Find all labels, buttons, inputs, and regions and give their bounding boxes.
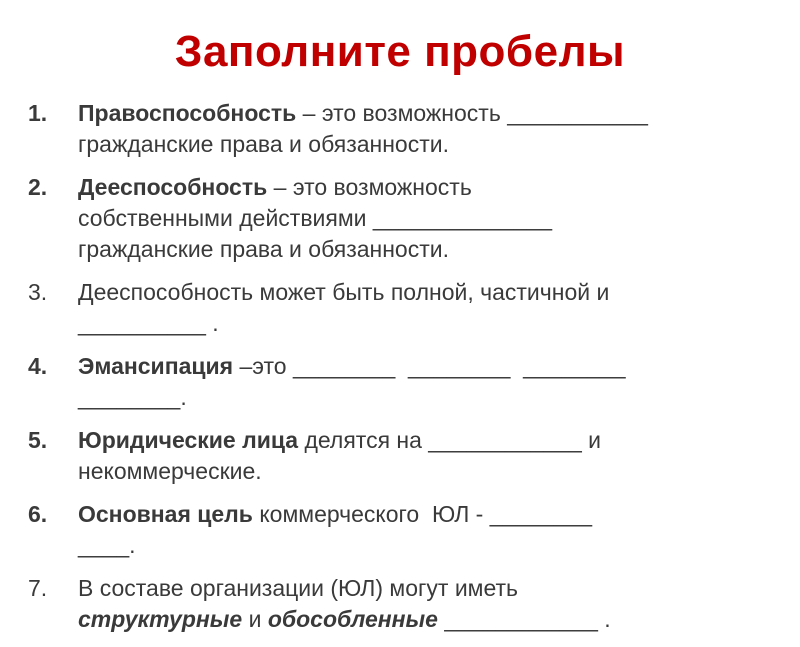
page-title: Заполните пробелы — [174, 27, 626, 76]
fill-in-list — [28, 98, 788, 647]
item-term: Дееспособность — [78, 174, 268, 200]
item-text: делятся на ____________ и — [298, 427, 602, 453]
item-text: ________. — [78, 384, 187, 410]
item-number: 3. — [28, 279, 48, 305]
item-number: 2. — [28, 174, 48, 200]
item-line — [78, 98, 788, 129]
item-text: –это ________ ________ ________ — [233, 353, 626, 379]
item-text: Дееспособность может быть полной, частичной и — [78, 279, 610, 305]
item-term: обособленные — [267, 606, 438, 632]
item-text: собственными действиями ______________ — [78, 205, 552, 231]
item-text: коммерческого ЮЛ - ________ — [252, 501, 593, 527]
item-term: Эмансипация — [78, 353, 234, 379]
item-number: 4. — [28, 353, 48, 379]
item-term: структурные — [78, 606, 243, 632]
list-item-6 — [28, 499, 788, 561]
item-text: гражданские права и обязанности. — [78, 236, 449, 262]
item-text: В составе организации (ЮЛ) могут иметь — [78, 575, 519, 601]
item-line — [78, 573, 788, 604]
item-text: гражданские права и обязанности. — [78, 131, 449, 157]
list-item-7 — [28, 573, 788, 635]
item-text: – это возможность ___________ — [296, 100, 648, 126]
item-line — [78, 172, 788, 203]
item-number: 7. — [28, 575, 48, 601]
item-line — [78, 277, 788, 308]
item-term: Правоспособность — [78, 100, 297, 126]
item-line — [78, 425, 788, 456]
item-term: Юридические лица — [78, 427, 299, 453]
list-item-3 — [28, 277, 788, 339]
list-item-5 — [28, 425, 788, 487]
item-line — [78, 530, 788, 561]
list-item-2 — [28, 172, 788, 265]
item-line — [78, 308, 788, 339]
item-number: 1. — [28, 100, 48, 126]
item-number: 5. — [28, 427, 48, 453]
item-number: 6. — [28, 501, 48, 527]
list-item-1 — [28, 98, 788, 160]
item-line — [78, 499, 788, 530]
item-line — [78, 234, 788, 265]
item-text: некоммерческие. — [78, 458, 262, 484]
item-text: ____. — [78, 532, 136, 558]
item-line — [78, 456, 788, 487]
item-line — [78, 604, 788, 635]
item-line — [78, 351, 788, 382]
item-text: – это возможность — [267, 174, 472, 200]
list-item-4 — [28, 351, 788, 413]
item-text: и — [242, 606, 268, 632]
item-term: Основная цель — [78, 501, 253, 527]
item-text: __________ . — [78, 310, 219, 336]
item-line — [78, 129, 788, 160]
item-line — [78, 382, 788, 413]
item-text: ____________ . — [437, 606, 611, 632]
item-line — [78, 203, 788, 234]
